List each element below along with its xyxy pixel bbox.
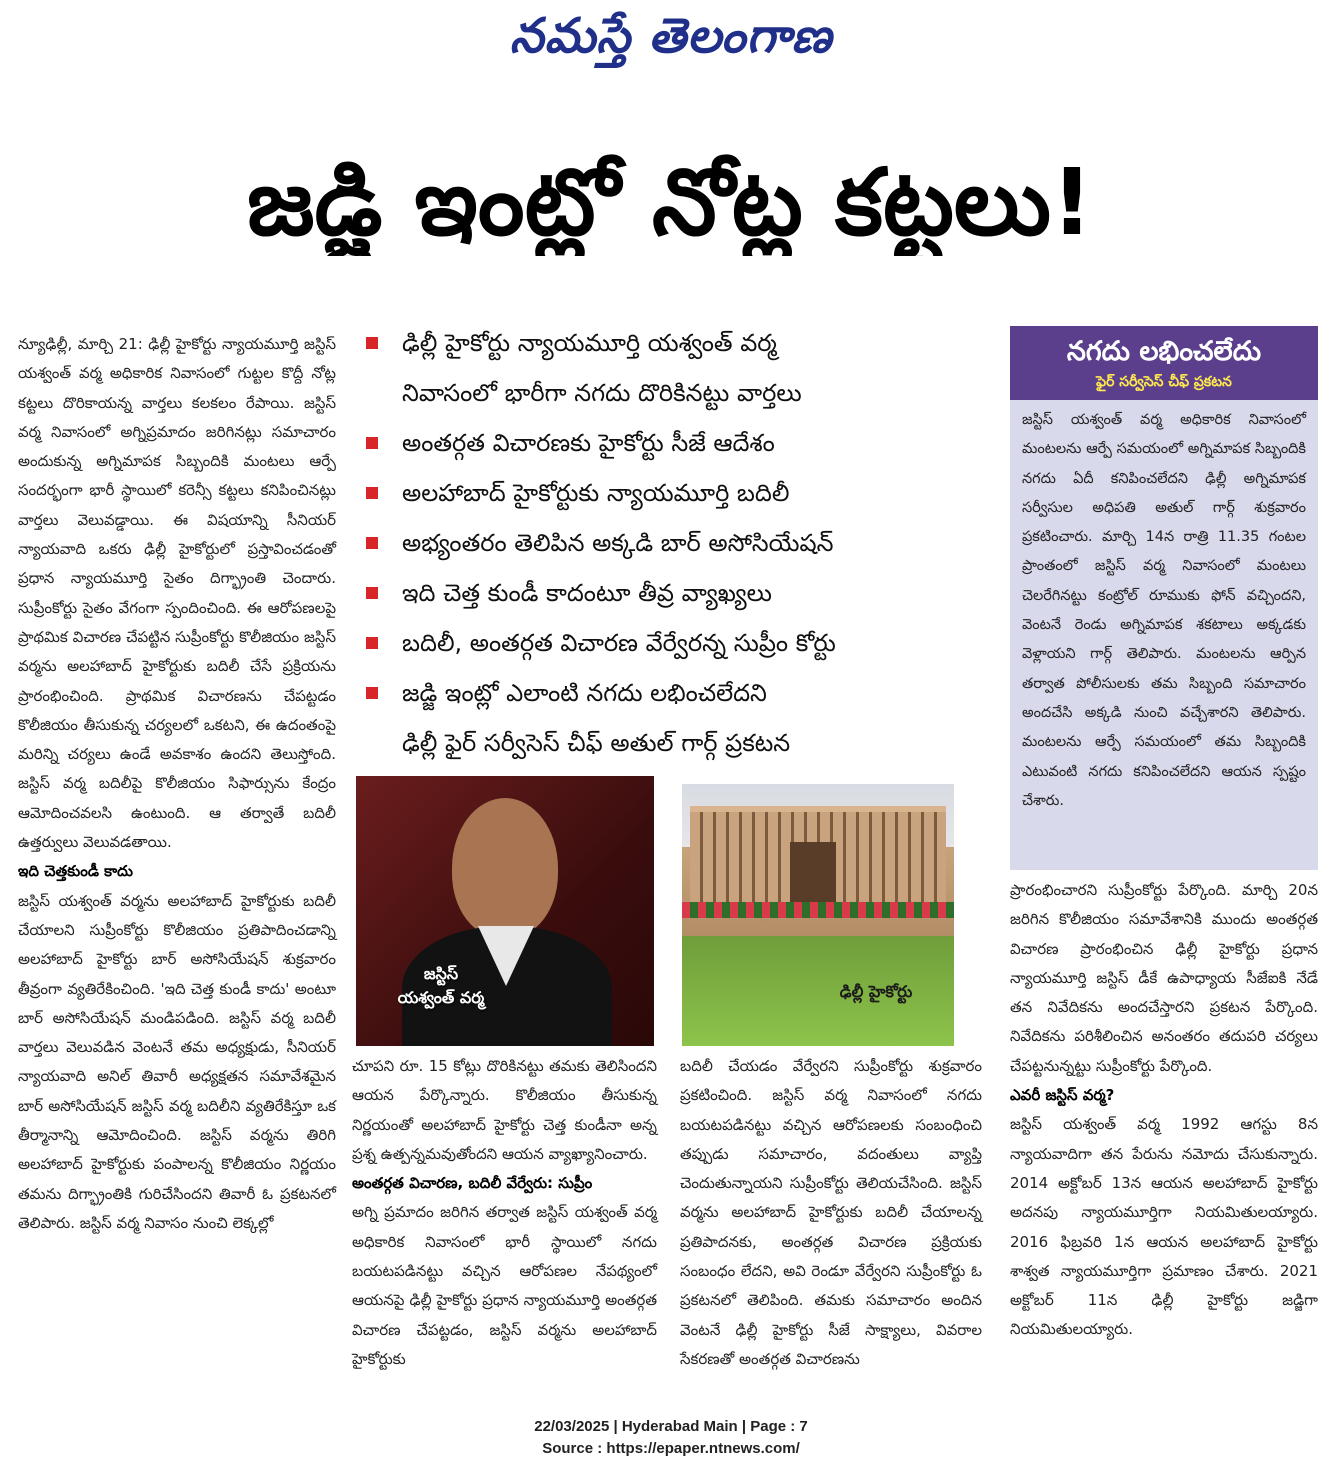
article-paragraph: బదిలీ చేయడం వేర్వేరని సుప్రీంకోర్టు శుక్రవారం ప్రకటించింది. జస్టిస్ వర్మ నివాసంలో నగదు బయటపడినట్టు వచ్చిన ఆరోపణలకు సంబంధించి తప్పుడు సమాచారం, వదంతులు వ్యాప్తి చెందుతున్నాయని సుప్రీంకోర్టు తెలియచేసింది. జస్టిస్ వర్మను అలహాబాద్ హైకోర్టుకు బదిలీ చేయాలన్న ప్రతిపాదనకు, అంతర్గత విచారణ ప్రక్రియకు సంబంధం లేదని, అవి రెండూ వేర్వేరని సుప్రీంకోర్టు ఓ ప్రకటనలో తెలిపింది. తమకు సమాచారం అందిన వెంటనే ఢిల్లీ హైకోర్టు సీజే సాక్ష్యాలు, వివరాల సేకరణతో అంతర్గత విచారణను bbox=[680, 1057, 982, 1368]
highlight-item bbox=[362, 368, 992, 418]
article-column-mid1 bbox=[352, 1052, 657, 1374]
article-paragraph: చూపని రూ. 15 కోట్లు దొరికినట్టు తమకు తెలిసిందని ఆయన పేర్కొన్నారు. కొలీజియం తీసుకున్న నిర్ణయంతో అలహాబాద్ హైకోర్టు చెత్త కుండీనా అన్న ప్రశ్న ఉత్పన్నమవుతోందని ఆయన వ్యాఖ్యానించారు. bbox=[352, 1057, 657, 1163]
sidebar-box-subtitle: ఫైర్ సర్వీసెస్ చీఫ్ ప్రకటన bbox=[1096, 374, 1232, 390]
sidebar-box-body: జస్టిస్ యశ్వంత్ వర్మ అధికారిక నివాసంలో మంటలను ఆర్పే సమయంలో అగ్నిమాపక సిబ్బందికి నగదు ఏదీ కనిపించలేదని ఢిల్లీ అగ్నిమాపక సర్వీసుల అధిపతి అతుల్ గార్గ్ శుక్రవారం ప్రకటించారు. మార్చి 14న రాత్రి 11.35 గంటల ప్రాంతంలో జస్టిస్ వర్మ నివాసంలో మంటలు చెలరేగినట్టు కంట్రోల్ రూముకు ఫోన్ వచ్చిందని, వెంటనే రెండు అగ్నిమాపక శకటాలు అక్కడకు వెళ్లాయని గార్గ్ తెలిపారు. మంటలను ఆర్పిన తర్వాత పోలీసులకు తమ సిబ్బంది సమాచారం అందచేసి అక్కడి నుంచి వచ్చేశారని తెలిపారు. మంటలను ఆర్పే సమయంలో తమ సిబ్బందికి ఎటువంటి నగదు కనిపించలేదని ఆయన స్పష్టం చేశారు. bbox=[1022, 412, 1306, 809]
court-entrance bbox=[790, 842, 836, 902]
court-caption: ఢిల్లీ హైకోర్టు bbox=[839, 982, 913, 1001]
footer-source: Source : https://epaper.ntnews.com/ bbox=[542, 1440, 800, 1457]
article-subhead: ఇది చెత్తకుండీ కాదు bbox=[18, 862, 133, 881]
highlight-text: అభ్యంతరం తెలిపిన అక్కడి బార్ అసోసియేషన్ bbox=[402, 529, 834, 557]
sidebar-box-header bbox=[1010, 326, 1318, 400]
highlights-list bbox=[362, 318, 992, 768]
article-paragraph: ప్రారంభించారని సుప్రీంకోర్టు పేర్కొంది. మార్చి 20న జరిగిన కొలీజియం సమావేశానికి ముందు అంతర్గత విచారణ ప్రారంభించిన ఢిల్లీ హైకోర్టు ప్రధాన న్యాయమూర్తి జస్టిస్ డీకే ఉపాధ్యాయ సీజేఐకి నేడే తన నివేదికను అందచేస్తారని ప్రకటన పేర్కొంది. నివేదికను పరిశీలించిన అనంతరం తదుపరి చర్యలు చేపట్టనున్నట్టు సుప్రీంకోర్టు పేర్కొంది. bbox=[1010, 881, 1318, 1075]
highlight-text: అలహాబాద్ హైకోర్టుకు న్యాయమూర్తి బదిలీ bbox=[402, 479, 790, 507]
high-court-photo bbox=[682, 784, 954, 1046]
highlight-item bbox=[362, 718, 992, 768]
headline: జడ్జి ఇంట్లో నోట్ల కట్టలు! bbox=[247, 150, 1093, 256]
bullet-square-icon bbox=[366, 537, 378, 549]
highlight-item bbox=[362, 618, 992, 668]
article-paragraph: న్యూఢిల్లీ, మార్చి 21: ఢిల్లీ హైకోర్టు న్యాయమూర్తి జస్టిస్ యశ్వంత్ వర్మ అధికారిక నివాసంలో గుట్టల కొద్దీ నోట్ల కట్టలు దొరికాయన్న వార్తలు కలకలం రేపాయి. జస్టిస్ వర్మ నివాసంలో అగ్నిప్రమాదం జరిగినట్లు సమాచారం అందుకున్న అగ్నిమాపక సిబ్బందికి మంటలు ఆర్పే సందర్భంగా భారీ స్థాయిలో కరెన్సీ కట్టలు కనిపించినట్లు వార్తలు వెలువడ్డాయి. ఈ విషయాన్ని సీనియర్ న్యాయవాది ఒకరు ఢిల్లీ హైకోర్టులో ప్రస్తావించడంతో ప్రధాన న్యాయమూర్తి సైతం దిగ్భ్రాంతి చెందారు. సుప్రీంకోర్టు సైతం వేగంగా స్పందించింది. ఈ ఆరోపణలపై ప్రాథమిక విచారణ చేపట్టిన సుప్రీంకోర్టు కొలీజియం జస్టిస్ వర్మను అలహాబాద్ హైకోర్టుకు బదిలీ చేసే ప్రక్రియను ప్రారంభించింది. ప్రాథమిక విచారణను చేపట్టడం కొలీజియం తీసుకున్న చర్యలలో ఒకటని, ఈ ఉదంతంపై మరిన్ని చర్యలు ఉండే అవకాశం ఉందని తెలుస్తోంది. జస్టిస్ వర్మ బదిలీపై కొలీజియం సిఫార్సును కేంద్రం ఆమోదించవలసి ఉంటుంది. ఆ తర్వాతే బదిలీ ఉత్తర్వులు వెలువడతాయి. bbox=[18, 335, 336, 852]
highlight-item bbox=[362, 668, 992, 718]
highlight-item bbox=[362, 568, 992, 618]
highlight-item bbox=[362, 418, 992, 468]
article-column-right bbox=[1010, 876, 1318, 1345]
article-paragraph: అగ్ని ప్రమాదం జరిగిన తర్వాత జస్టిస్ యశ్వంత్ వర్మ అధికారిక నివాసంలో భారీ స్థాయిలో నగదు బయటపడినట్టు వచ్చిన ఆరోపణల నేపథ్యంలో ఆయనపై ఢిల్లీ హైకోర్టు ప్రధాన న్యాయమూర్తి అంతర్గత విచారణ చేపట్టడం, జస్టిస్ వర్మను అలహాబాద్ హైకోర్టుకు bbox=[352, 1203, 657, 1368]
highlight-item bbox=[362, 468, 992, 518]
bullet-square-icon bbox=[366, 687, 378, 699]
judge-caption-line2: యశ్వంత్ వర్మ bbox=[397, 988, 485, 1007]
footer-dateline: 22/03/2025 | Hyderabad Main | Page : 7 bbox=[534, 1418, 808, 1435]
article-subhead: ఎవరీ జస్టిస్ వర్మ? bbox=[1010, 1086, 1115, 1105]
highlight-item bbox=[362, 318, 992, 368]
court-flowerbeds bbox=[682, 902, 954, 918]
page-footer bbox=[0, 1416, 1342, 1460]
bullet-square-icon bbox=[366, 637, 378, 649]
masthead-logo: నమస్తే తెలంగాణ bbox=[509, 8, 833, 64]
judge-caption-line1: జస్టిస్ bbox=[423, 964, 459, 983]
bullet-square-icon bbox=[366, 337, 378, 349]
article-column-mid2 bbox=[680, 1052, 982, 1374]
judge-photo bbox=[356, 776, 654, 1046]
article-subhead: అంతర్గత విచారణ, బదిలీ వేర్వేరు: సుప్రీం bbox=[352, 1174, 593, 1193]
highlight-text: ఇది చెత్త కుండీ కాదంటూ తీవ్ర వ్యాఖ్యలు bbox=[402, 579, 772, 607]
article-paragraph: జస్టిస్ యశ్వంత్ వర్మ 1992 ఆగస్టు 8న న్యాయవాదిగా తన పేరును నమోదు చేసుకున్నారు. 2014 అక్టోబర్ 13న ఆయన అలహాబాద్ హైకోర్టు అదనపు న్యాయమూర్తిగా నియమితులయ్యారు. 2016 ఫిబ్రవరి 1న ఆయన అలహాబాద్ హైకోర్టు శాశ్వత న్యాయమూర్తిగా ప్రమాణం చేశారు. 2021 అక్టోబర్ 11న ఢిల్లీ హైకోర్టు జడ్జిగా నియమితులయ్యారు. bbox=[1010, 1115, 1318, 1339]
judge-caption bbox=[356, 962, 526, 1010]
article-column-left bbox=[18, 330, 336, 1238]
highlight-text: అంతర్గత విచారణకు హైకోర్టు సీజే ఆదేశం bbox=[402, 429, 775, 457]
highlight-item bbox=[362, 518, 992, 568]
highlight-text: నివాసంలో భారీగా నగదు దొరికినట్టు వార్తలు bbox=[402, 379, 802, 407]
bullet-square-icon bbox=[366, 437, 378, 449]
highlight-text: జడ్జి ఇంట్లో ఎలాంటి నగదు లభించలేదని bbox=[402, 679, 767, 707]
bullet-square-icon bbox=[366, 487, 378, 499]
judge-face bbox=[452, 798, 558, 938]
highlight-text: బదిలీ, అంతర్గత విచారణ వేర్వేరన్న సుప్రీం కోర్టు bbox=[402, 629, 836, 657]
sidebar-box-title: నగదు లభించలేదు bbox=[1066, 336, 1262, 367]
bullet-square-icon bbox=[366, 587, 378, 599]
highlight-text: ఢిల్లీ ఫైర్ సర్వీసెస్ చీఫ్ అతుల్ గార్గ్ ప్రకటన bbox=[402, 729, 791, 757]
highlight-text: ఢిల్లీ హైకోర్టు న్యాయమూర్తి యశ్వంత్ వర్మ bbox=[402, 329, 777, 357]
sidebar-box bbox=[1010, 326, 1318, 870]
article-paragraph: జస్టిస్ యశ్వంత్ వర్మను అలహాబాద్ హైకోర్టుకు బదిలీ చేయాలని సుప్రీంకోర్టు కొలీజియం ప్రతిపాదించడాన్ని అలహాబాద్ హైకోర్టు బార్ అసోసియేషన్ శుక్రవారం తీవ్రంగా వ్యతిరేకించింది. 'ఇది చెత్త కుండీ కాదు' అంటూ బార్ అసోసియేషన్ మండిపడింది. జస్టిస్ వర్మ బదిలీ వార్తలు వెలువడిన వెంటనే తమ అధ్యక్షుడు, సీనియర్ న్యాయవాది అనిల్ తివారీ అధ్యక్షతన సమావేశమైన బార్ అసోసియేషన్ జస్టిస్ వర్మ బదిలీని వ్యతిరేకిస్తూ ఒక తీర్మానాన్ని ఆమోదించింది. జస్టిస్ వర్మను తిరిగి అలహాబాద్ హైకోర్టుకు పంపాలన్న కొలీజియం నిర్ణయం తమను దిగ్భ్రాంతికి గురిచేసిందని తివారీ ఓ ప్రకటనలో తెలిపారు. జస్టిస్ వర్మ నివాసం నుంచి లెక్కల్లో bbox=[18, 891, 336, 1232]
